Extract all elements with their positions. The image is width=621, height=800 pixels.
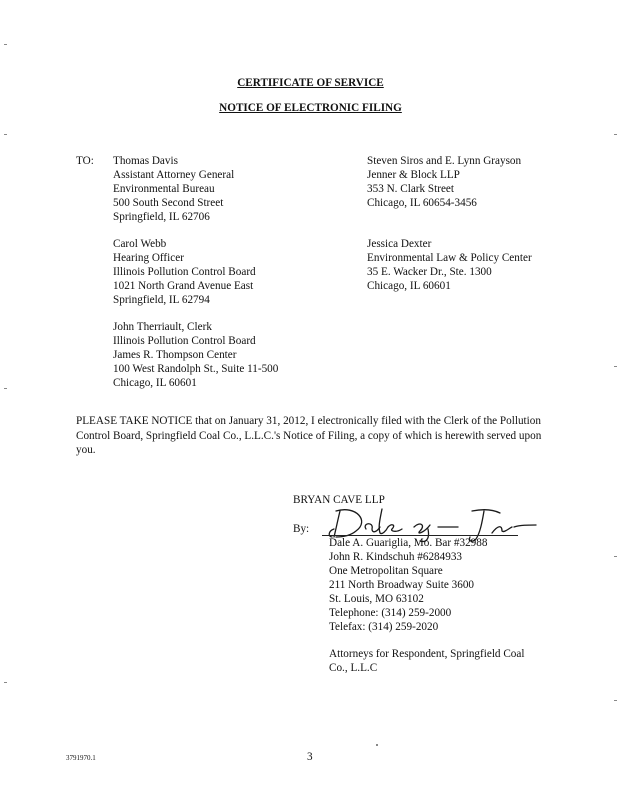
address-line: Springfield, IL 62706 [113,211,210,223]
page-number: 3 [307,751,313,763]
attorneys-for-line: Co., L.L.C [329,662,378,674]
address-line: Steven Siros and E. Lynn Grayson [367,155,522,167]
address-line: Chicago, IL 60601 [367,280,451,292]
attorneys-for-line: Attorneys for Respondent, Springfield Coal [329,648,525,660]
address-line: Thomas Davis [113,155,178,167]
recipient-address [367,237,532,293]
by-label: By: [293,523,310,535]
recipient-address [367,154,521,210]
scan-mark [4,388,7,389]
signatory-line: Dale A. Guariglia, Mo. Bar #32988 [329,537,488,549]
signatory-line: 211 North Broadway Suite 3600 [329,579,475,591]
address-line: 1021 North Grand Avenue East [113,280,254,292]
scan-mark [614,700,617,701]
address-line: Environmental Law & Policy Center [367,252,532,264]
address-line: Illinois Pollution Control Board [113,266,256,278]
scan-mark [4,682,7,683]
firm-name: BRYAN CAVE LLP [293,494,385,506]
attorneys-for [329,647,524,675]
signatory-line: John R. Kindschuh #6284933 [329,551,463,563]
address-line: Springfield, IL 62794 [113,294,210,306]
address-line: Illinois Pollution Control Board [113,335,256,347]
address-line: Jessica Dexter [367,238,432,250]
signatory-line: Telephone: (314) 259-2000 [329,607,452,619]
address-line: John Therriault, Clerk [113,321,212,333]
address-line: 35 E. Wacker Dr., Ste. 1300 [367,266,492,278]
address-line: Hearing Officer [113,252,184,264]
address-line: 100 West Randolph St., Suite 11-500 [113,363,279,375]
signatory-line: Telefax: (314) 259-2020 [329,621,439,633]
address-line: Assistant Attorney General [113,169,235,181]
scan-mark [614,134,617,135]
recipient-address [113,154,234,224]
address-line: Carol Webb [113,238,167,250]
scan-mark [4,134,7,135]
address-line: Chicago, IL 60601 [113,377,197,389]
address-line: 353 N. Clark Street [367,183,454,195]
recipient-address [113,237,256,307]
document-subtitle: NOTICE OF ELECTRONIC FILING [219,102,402,114]
notice-paragraph: PLEASE TAKE NOTICE that on January 31, 2012, I electronically filed with the Clerk of the Pollution Control Board, Springfield Coal Co., L.L.C.'s Notice of Filing, a copy of which is herewith served upon you. [76,415,542,456]
recipient-address [113,320,278,390]
signatory-details [329,536,487,634]
scan-mark [376,744,378,746]
address-line: Environmental Bureau [113,183,215,195]
scan-mark [614,366,617,367]
address-line: Jenner & Block LLP [367,169,460,181]
address-line: 500 South Second Street [113,197,224,209]
signatory-line: One Metropolitan Square [329,565,443,577]
address-line: James R. Thompson Center [113,349,237,361]
signatory-line: St. Louis, MO 63102 [329,593,424,605]
document-id: 3791970.1 [66,754,96,762]
scan-mark [4,44,7,45]
address-line: Chicago, IL 60654-3456 [367,197,477,209]
scan-mark [614,556,617,557]
to-label: TO: [76,155,94,167]
document-title: CERTIFICATE OF SERVICE [237,77,384,89]
